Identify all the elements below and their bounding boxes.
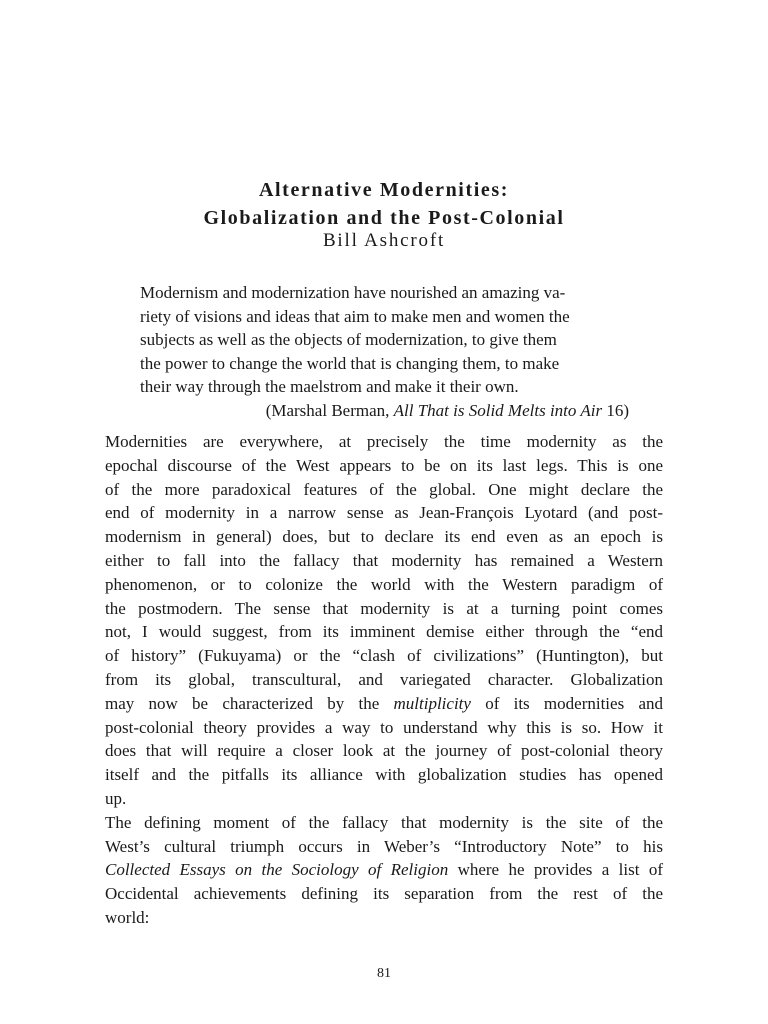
body-line	[105, 858, 663, 882]
author-name: Bill Ashcroft	[322, 230, 446, 251]
body-line: itself and the pitfalls its alliance with globalization studies has opened	[105, 765, 663, 785]
body-line: the postmodern. The sense that modernity is at a turning point comes	[105, 598, 663, 618]
body-line: West’s cultural triumph occurs in Weber’s “Introductory Note” to his	[105, 836, 663, 856]
body-line: does that will require a closer look at the journey of post-colonial theory	[105, 741, 663, 761]
body-line: either to fall into the fallacy that modernity has remained a Western	[105, 550, 663, 570]
body-line: of the more paradoxical features of the global. One might declare the	[105, 479, 663, 499]
body-text-run: may now be characterized by the	[105, 693, 394, 713]
book-title: Collected Essays on the Sociology of Religion	[105, 860, 449, 880]
citation-page: 16)	[602, 400, 629, 420]
epigraph	[140, 281, 630, 423]
body-line: up.	[105, 788, 127, 808]
body-text	[105, 430, 663, 930]
epigraph-line: Modernism and modernization have nourished an amazing va-	[140, 283, 566, 302]
body-line: Modernities are everywhere, at precisely the time modernity as the	[105, 432, 663, 451]
body-line: end of modernity in a narrow sense as Jean-François Lyotard (and post-	[105, 503, 663, 523]
body-line: from its global, transcultural, and variegated character. Globalization	[105, 669, 663, 689]
body-line: post-colonial theory provides a way to understand why this is so. How it	[105, 717, 663, 737]
epigraph-line: riety of visions and ideas that aim to make men and women the	[140, 306, 570, 326]
title-line-2: Globalization and the Post-Colonial	[203, 207, 565, 229]
epigraph-line: subjects as well as the objects of modernization, to give them	[140, 330, 557, 350]
epigraph-line: the power to change the world that is changing them, to make	[140, 353, 560, 373]
body-text-run: where he provides a list of	[448, 860, 663, 880]
body-line: The defining moment of the fallacy that modernity is the site of the	[105, 812, 663, 832]
body-line: modernism in general) does, but to declare its end even as an epoch is	[105, 527, 663, 547]
body-line: world:	[105, 907, 150, 927]
body-line: of history” (Fukuyama) or the “clash of civilizations” (Huntington), but	[105, 646, 663, 666]
body-line: not, I would suggest, from its imminent demise either through the “end	[105, 622, 663, 642]
page-number: 81	[377, 966, 391, 981]
title-line-1: Alternative Modernities:	[258, 179, 509, 201]
body-text-run: of its modernities and	[470, 693, 663, 713]
epigraph-line: their way through the maelstrom and make it their own.	[140, 377, 519, 397]
body-line: phenomenon, or to colonize the world with the Western paradigm of	[105, 574, 663, 594]
body-line: epochal discourse of the West appears to be on its last legs. This is one	[105, 455, 663, 475]
emphasis-multiplicity: multiplicity	[393, 693, 471, 713]
epigraph-citation	[140, 399, 629, 423]
body-line	[105, 692, 663, 716]
citation-author: (Marshal Berman,	[265, 400, 394, 420]
body-line: Occidental achievements defining its separation from the rest of the	[105, 884, 663, 904]
citation-title: All That is Solid Melts into Air	[393, 400, 603, 420]
article-title	[0, 176, 768, 232]
